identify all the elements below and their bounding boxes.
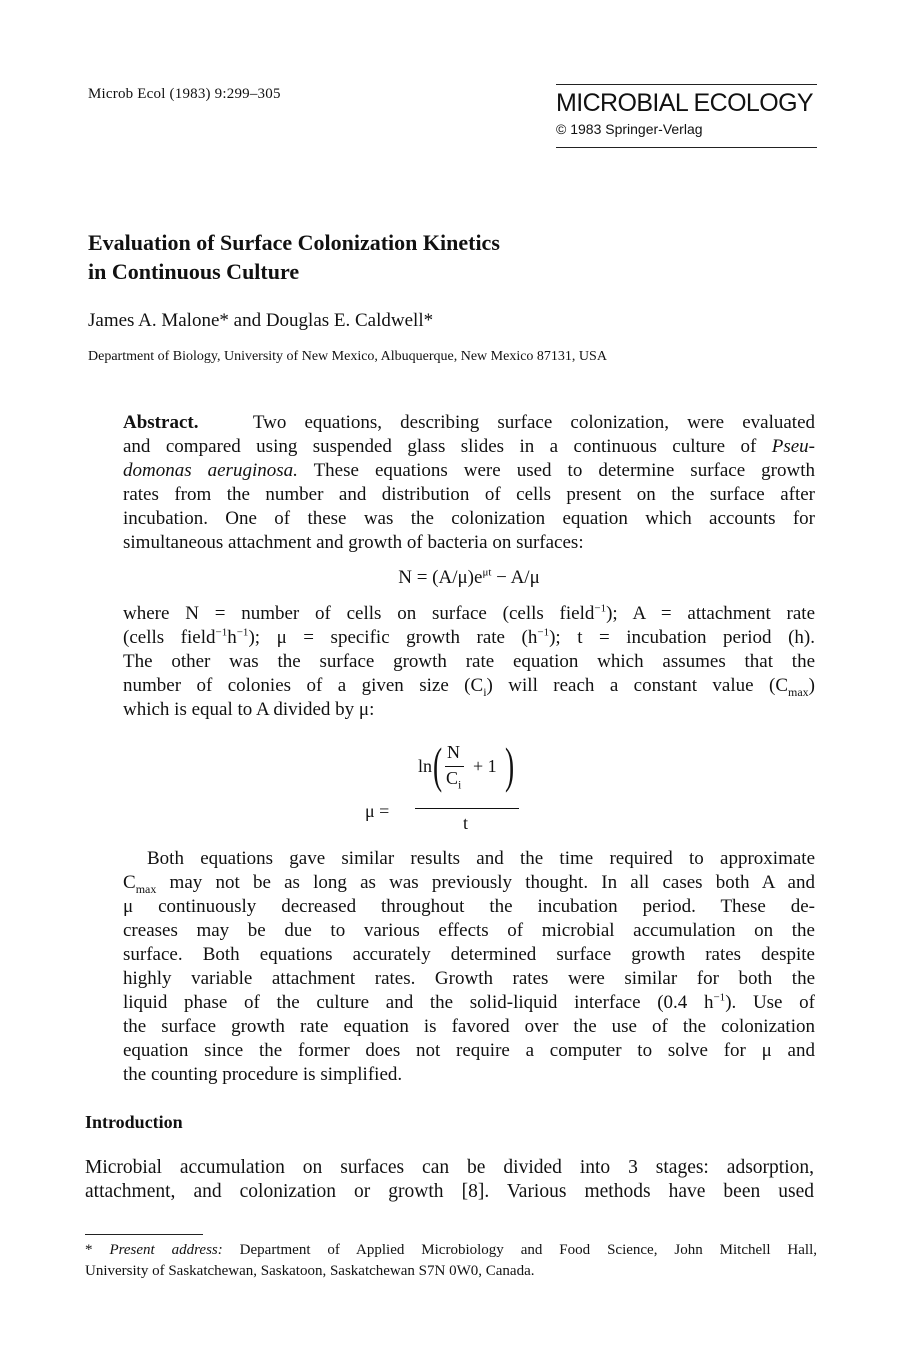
abstract-text: (cells field: [123, 627, 216, 648]
fraction-numerator: N: [447, 742, 460, 762]
journal-citation: Microb Ecol (1983) 9:299–305: [88, 86, 281, 102]
abstract-label: Abstract.: [123, 412, 199, 433]
right-paren: ): [505, 737, 515, 793]
left-paren: (: [433, 737, 443, 793]
footnote-rule: [85, 1234, 203, 1235]
article-title: [88, 228, 500, 286]
body-text: attachment, and colonization or growth [8]. Various methods have been used: [85, 1181, 814, 1202]
superscript: −1: [713, 991, 726, 1004]
equation-lhs: μ =: [365, 801, 390, 821]
abstract-paragraph-2: [123, 602, 815, 722]
footnote-label: Present address:: [109, 1242, 223, 1258]
abstract-paragraph-3: [123, 847, 815, 1087]
abstract-text: rates from the number and distribution of cells present on the surface after: [123, 484, 815, 505]
abstract-text: ); A = attachment rate: [606, 603, 815, 624]
abstract-text: These equations were used to determine surface growth: [313, 460, 815, 481]
abstract-text: which is equal to A divided by μ:: [123, 699, 375, 720]
denominator-letter: C: [446, 768, 459, 788]
inner-fraction-bar: [445, 766, 464, 767]
abstract-text: and compared using suspended glass slides in a continuous culture of: [123, 436, 757, 457]
abstract-text: Two equations, describing surface colonization, were evaluated: [252, 412, 815, 433]
body-text: Microbial accumulation on surfaces can be divided into 3 stages: adsorption,: [85, 1157, 814, 1178]
abstract-text: liquid phase of the culture and the solid-liquid interface (0.4 h: [123, 992, 714, 1013]
footnote-text: Department of Applied Microbiology and Food Science, John Mitchell Hall,: [222, 1242, 818, 1258]
superscript: −1: [594, 602, 607, 615]
abstract-text: ); t = incubation period (h).: [549, 627, 815, 648]
superscript: −1: [236, 626, 249, 639]
growth-rate-equation: [365, 737, 525, 840]
masthead-bottom-rule: [556, 147, 817, 148]
abstract-text: surface. Both equations accurately determined surface growth rates despite: [123, 944, 815, 965]
section-heading-introduction: Introduction: [85, 1112, 183, 1132]
footnote: [85, 1240, 817, 1282]
journal-masthead: [556, 84, 817, 148]
abstract-text: The other was the surface growth rate equation which assumes that the: [123, 651, 815, 672]
abstract-text: creases may be due to various effects of microbial accumulation on the: [123, 920, 815, 941]
equation-text: − A/μ: [491, 567, 540, 588]
subscript: i: [458, 777, 462, 792]
subscript: max: [788, 684, 809, 699]
subscript: i: [483, 684, 487, 699]
introduction-paragraph: [85, 1156, 814, 1204]
journal-name: MICROBIAL ECOLOGY: [556, 89, 813, 117]
masthead-top-rule: [556, 84, 817, 85]
subscript: max: [135, 881, 157, 896]
equation-exponent: μt: [482, 566, 492, 579]
fraction-denominator: [446, 768, 462, 792]
abstract-text: number of colonies of a given size (C: [123, 675, 484, 696]
abstract-text: where N = number of cells on surface (cells field: [123, 603, 595, 624]
title-line-2: in Continuous Culture: [88, 259, 300, 284]
abstract-text: equation since the former does not require a computer to solve for μ and: [123, 1040, 815, 1061]
abstract-text: simultaneous attachment and growth of bacteria on surfaces:: [123, 532, 584, 553]
abstract-text: may not be as long as was previously thought. In all cases both A and: [156, 872, 815, 893]
main-fraction-bar: [415, 808, 519, 809]
abstract-text: Both equations gave similar results and the time required to approximate: [147, 848, 815, 869]
abstract-text: the surface growth rate equation is favored over the use of the colonization: [123, 1016, 815, 1037]
authors: James A. Malone* and Douglas E. Caldwell*: [88, 310, 434, 331]
equation-text: N = (A/μ)e: [398, 567, 483, 588]
abstract-text: highly variable attachment rates. Growth rates were similar for both the: [123, 968, 815, 989]
species-name: domonas aeruginosa.: [123, 460, 298, 481]
superscript: −1: [537, 626, 550, 639]
abstract-text: C: [123, 872, 136, 893]
equation-denominator: t: [463, 813, 469, 833]
plus-one: + 1: [473, 756, 497, 776]
colonization-equation: [123, 566, 815, 590]
copyright-notice: © 1983 Springer-Verlag: [556, 121, 703, 137]
species-name: Pseu-: [771, 436, 815, 457]
abstract-text: ): [808, 675, 815, 696]
footnote-text: University of Saskatchewan, Saskatoon, Saskatchewan S7N 0W0, Canada.: [85, 1263, 535, 1279]
abstract-text: incubation. One of these was the colonization equation which accounts for: [123, 508, 815, 529]
title-line-1: Evaluation of Surface Colonization Kinetics: [88, 230, 500, 255]
equation-ln: ln: [418, 756, 433, 776]
affiliation: Department of Biology, University of New Mexico, Albuquerque, New Mexico 87131, USA: [88, 349, 607, 364]
abstract-text: the counting procedure is simplified.: [123, 1064, 403, 1085]
abstract-text: ) will reach a constant value (C: [486, 675, 788, 696]
abstract-paragraph-1: [123, 411, 815, 555]
abstract-text: ); μ = specific growth rate (h: [248, 627, 538, 648]
abstract-text: μ continuously decreased throughout the incubation period. These de-: [123, 896, 815, 917]
abstract-text: h: [227, 627, 237, 648]
abstract-text: ). Use of: [725, 992, 815, 1013]
footnote-marker: *: [85, 1242, 110, 1258]
superscript: −1: [215, 626, 228, 639]
